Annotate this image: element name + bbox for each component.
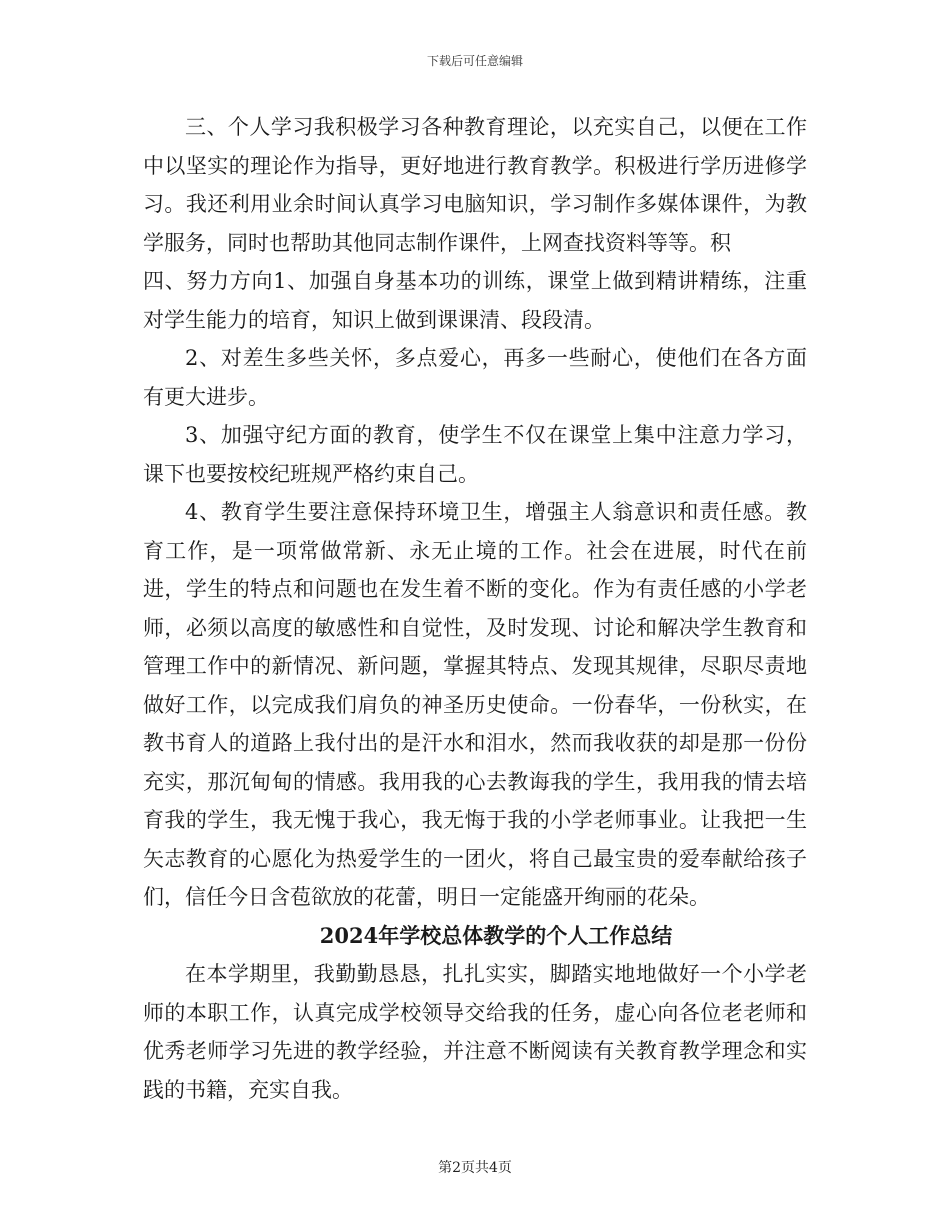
paragraph-discipline-education: 3、加强守纪方面的教育，使学生不仅在课堂上集中注意力学习，课下也要按校纪班规严格约束自己。 <box>143 423 807 486</box>
page-header: 下载后可任意编辑 <box>426 54 523 68</box>
section-title: 2024年学校总体教学的个人工作总结 <box>319 922 673 948</box>
paragraph-personal-study: 三、个人学习我积极学习各种教育理论，以充实自己，以便在工作中以坚实的理论作为指导，更好地进行教育教学。积极进行学历进修学习。我还利用业余时间认真学习电脑知识，学习制作多媒体课件，为教学服务，同时也帮助其他同志制作课件，上网查找资料等等。积 <box>143 115 807 255</box>
paragraph-care-for-students: 2、对差生多些关怀，多点爱心，再多一些耐心，使他们在各方面有更大进步。 <box>143 346 807 409</box>
paragraph-semester-summary: 在本学期里，我勤勤恳恳，扎扎实实，脚踏实地地做好一个小学老师的本职工作，认真完成学校领导交给我的任务，虚心向各位老老师和优秀老师学习先进的教学经验，并注意不断阅读有关教育教学理念和实践的书籍，充实自我。 <box>143 962 807 1102</box>
page-number-footer: 第2页共4页 <box>438 1160 512 1176</box>
document-body <box>143 108 807 1109</box>
paragraph-environment-and-reflection: 4、教育学生要注意保持环境卫生，增强主人翁意识和责任感。教育工作，是一项常做常新、永无止境的工作。社会在进展，时代在前进，学生的特点和问题也在发生着不断的变化。作为有责任感的小学老师，必须以高度的敏感性和自觉性，及时发现、讨论和解决学生教育和管理工作中的新情况、新问题，掌握其特点、发现其规律，尽职尽责地做好工作，以完成我们肩负的神圣历史使命。一份春华，一份秋实，在教书育人的道路上我付出的是汗水和泪水，然而我收获的却是那一份份充实，那沉甸甸的情感。我用我的心去教诲我的学生，我用我的情去培育我的学生，我无愧于我心，我无悔于我的小学老师事业。让我把一生矢志教育的心愿化为热爱学生的一团火，将自己最宝贵的爱奉献给孩子们，信任今日含苞欲放的花蕾，明日一定能盛开绚丽的花朵。 <box>143 500 807 909</box>
paragraph-improvement-direction: 四、努力方向1、加强自身基本功的训练，课堂上做到精讲精练，注重对学生能力的培育，知识上做到课课清、段段清。 <box>143 269 807 332</box>
